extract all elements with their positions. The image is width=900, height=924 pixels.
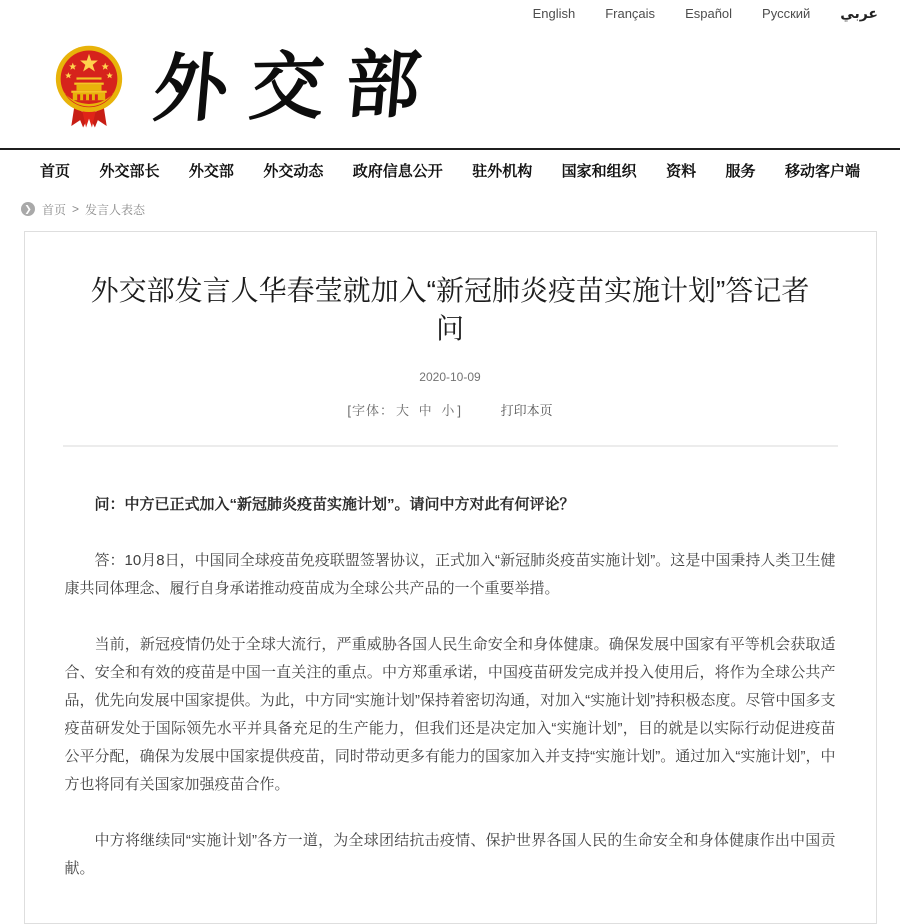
nav-item-activities[interactable]: 外交动态 bbox=[263, 162, 324, 180]
font-size-large-button[interactable]: 大 bbox=[396, 403, 411, 418]
nav-item-home[interactable]: 首页 bbox=[40, 162, 71, 180]
article-paragraph-answer-3: 中方将继续同“实施计划”各方一道，为全球团结抗击疫情、保护世界各国人民的生命安全和身体健康作出中国贡献。 bbox=[64, 832, 836, 877]
article-paragraph-answer-1: 答：10月8日，中国同全球疫苗免疫联盟签署协议，正式加入“新冠肺炎疫苗实施计划”。这是中国秉持人类卫生健康共同体理念、履行自身承诺推动疫苗成为全球公共产品的一个重要举措。 bbox=[64, 552, 836, 597]
site-header bbox=[0, 26, 900, 148]
breadcrumb-separator: > bbox=[72, 202, 80, 216]
article-toolbar bbox=[41, 400, 860, 419]
print-page-button[interactable]: 打印本页 bbox=[500, 403, 553, 418]
breadcrumb-arrow-icon: ❯ bbox=[21, 202, 35, 216]
font-size-small-button[interactable]: 小 bbox=[441, 403, 456, 418]
nav-item-services[interactable]: 服务 bbox=[725, 162, 756, 180]
nav-item-missions[interactable]: 驻外机构 bbox=[472, 162, 533, 180]
font-size-medium-button[interactable]: 中 bbox=[418, 403, 433, 418]
article-date: 2020-10-09 bbox=[419, 370, 481, 384]
lang-link-russian[interactable]: Русский bbox=[762, 5, 811, 21]
lang-link-english[interactable]: English bbox=[532, 5, 576, 21]
font-size-control bbox=[347, 403, 466, 418]
lang-link-arabic[interactable]: عربي bbox=[840, 4, 878, 21]
lang-link-french[interactable]: Français bbox=[605, 5, 656, 21]
national-emblem-icon[interactable] bbox=[52, 45, 126, 129]
nav-item-ministry[interactable]: 外交部 bbox=[188, 162, 234, 180]
lang-link-spanish[interactable]: Español bbox=[685, 5, 733, 21]
nav-item-resources[interactable]: 资料 bbox=[666, 162, 697, 180]
breadcrumb-current: 发言人表态 bbox=[85, 202, 146, 217]
nav-item-gov-info[interactable]: 政府信息公开 bbox=[352, 162, 443, 180]
font-size-label: [字体： bbox=[347, 403, 395, 418]
font-size-label-close: ] bbox=[457, 403, 462, 418]
article-container bbox=[24, 231, 877, 924]
article-paragraph-answer-2: 当前，新冠疫情仍处于全球大流行，严重威胁各国人民生命安全和身体健康。确保发展中国家有平等机会获取适合、安全和有效的疫苗是中国一直关注的重点。中方郑重承诺，中国疫苗研发完成并投入使用后，将作为全球公共产品，优先向发展中国家提供。为此，中方同“实施计划”保持着密切沟通，对加入“实施计划”持积极态度。尽管中国多支疫苗研发处于国际领先水平并具备充足的生产能力，但我们还是决定加入“实施计划”，目的就是以实际行动促进疫苗公平分配，确保为发展中国家提供疫苗，同时带动更多有能力的国家加入并支持“实施计划”。通过加入“实施计划”，中方也将同有关国家加强疫苗合作。 bbox=[64, 636, 836, 793]
nav-item-countries[interactable]: 国家和组织 bbox=[561, 162, 637, 180]
breadcrumb bbox=[0, 190, 900, 228]
main-nav bbox=[0, 148, 900, 190]
language-bar bbox=[0, 0, 900, 26]
breadcrumb-home-link[interactable]: 首页 bbox=[42, 202, 67, 217]
logo-calligraphy[interactable]: 外交部 bbox=[149, 41, 447, 133]
article-body bbox=[41, 447, 860, 883]
article-paragraph-question: 问：中方已正式加入“新冠肺炎疫苗实施计划”。请问中方对此有何评论？ bbox=[94, 496, 575, 513]
article-title: 外交部发言人华春莹就加入“新冠肺炎疫苗实施计划”答记者问 bbox=[90, 275, 810, 344]
nav-item-mobile-app[interactable]: 移动客户端 bbox=[784, 162, 860, 180]
nav-item-minister[interactable]: 外交部长 bbox=[99, 162, 160, 180]
